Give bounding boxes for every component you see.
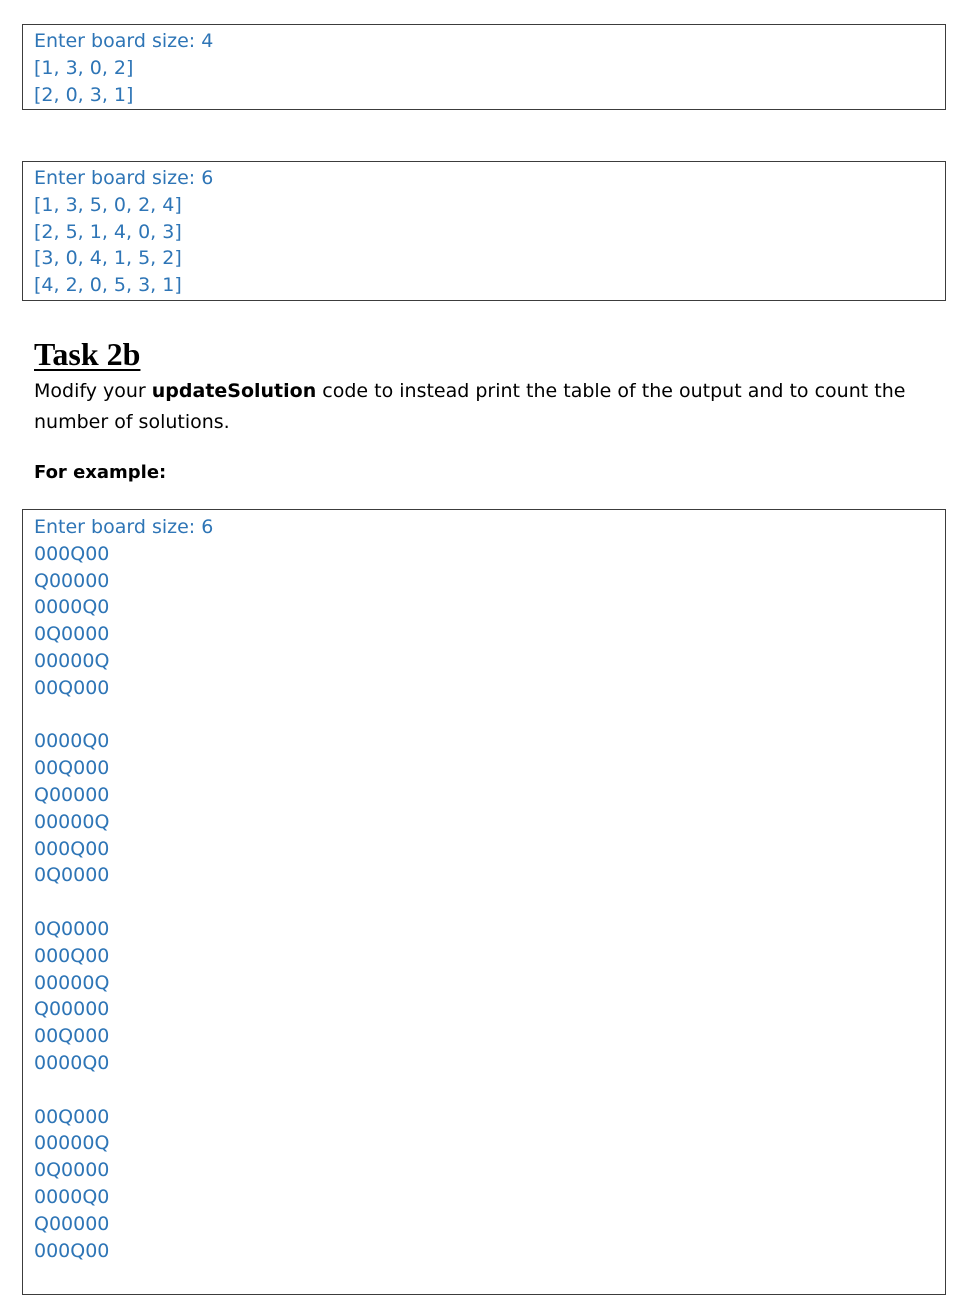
output-line: [2, 0, 3, 1] — [34, 83, 134, 106]
board-row: 00000Q — [34, 1132, 110, 1155]
board-row: Q00000 — [34, 569, 110, 592]
board-row: 0000Q0 — [34, 596, 110, 619]
output-box-board-4 — [22, 24, 946, 110]
blank-line — [34, 889, 945, 916]
output-box-table — [22, 509, 946, 1295]
board-row: 00Q000 — [34, 757, 110, 780]
board-row: 000Q00 — [34, 1239, 110, 1262]
description-text: code to instead print the table of the output and to count the number of solutions. — [34, 380, 906, 433]
board-row: 00Q000 — [34, 1105, 110, 1128]
description-code-term: updateSolution — [151, 380, 317, 402]
output-line: Enter board size: 6 — [34, 167, 214, 189]
task-title: Task 2b — [34, 336, 141, 372]
board-row: 000Q00 — [34, 542, 110, 565]
output-line: [1, 3, 5, 0, 2, 4] — [34, 193, 182, 216]
board-row: 0Q0000 — [34, 1159, 110, 1182]
board-row: 00000Q — [34, 649, 110, 672]
output-line: Enter board size: 4 — [34, 30, 214, 52]
output-box-board-6 — [22, 161, 946, 301]
board-row: 0000Q0 — [34, 1185, 110, 1208]
output-line: [2, 5, 1, 4, 0, 3] — [34, 220, 182, 243]
example-label: For example: — [34, 462, 167, 483]
board-row: Q00000 — [34, 783, 110, 806]
board-row: 000Q00 — [34, 837, 110, 860]
board-row: 0000Q0 — [34, 730, 110, 753]
board-row: 0000Q0 — [34, 1051, 110, 1074]
board-row: 00000Q — [34, 971, 110, 994]
output-line: [4, 2, 0, 5, 3, 1] — [34, 274, 182, 297]
board-row: Q00000 — [34, 998, 110, 1021]
description-text: Modify your — [34, 380, 152, 402]
output-line: [3, 0, 4, 1, 5, 2] — [34, 247, 182, 270]
task-description — [34, 376, 934, 438]
board-row: 0Q0000 — [34, 864, 110, 887]
board-row: 0Q0000 — [34, 623, 110, 646]
board-row: 0Q0000 — [34, 917, 110, 940]
output-line: [1, 3, 0, 2] — [34, 56, 134, 79]
board-row: Q00000 — [34, 1212, 110, 1235]
blank-line — [34, 702, 945, 729]
board-row: 00000Q — [34, 810, 110, 833]
board-row: 00Q000 — [34, 676, 110, 699]
output-prompt: Enter board size: 6 — [34, 516, 214, 538]
board-row: 00Q000 — [34, 1025, 110, 1048]
board-row: 000Q00 — [34, 944, 110, 967]
blank-line — [34, 1077, 945, 1104]
